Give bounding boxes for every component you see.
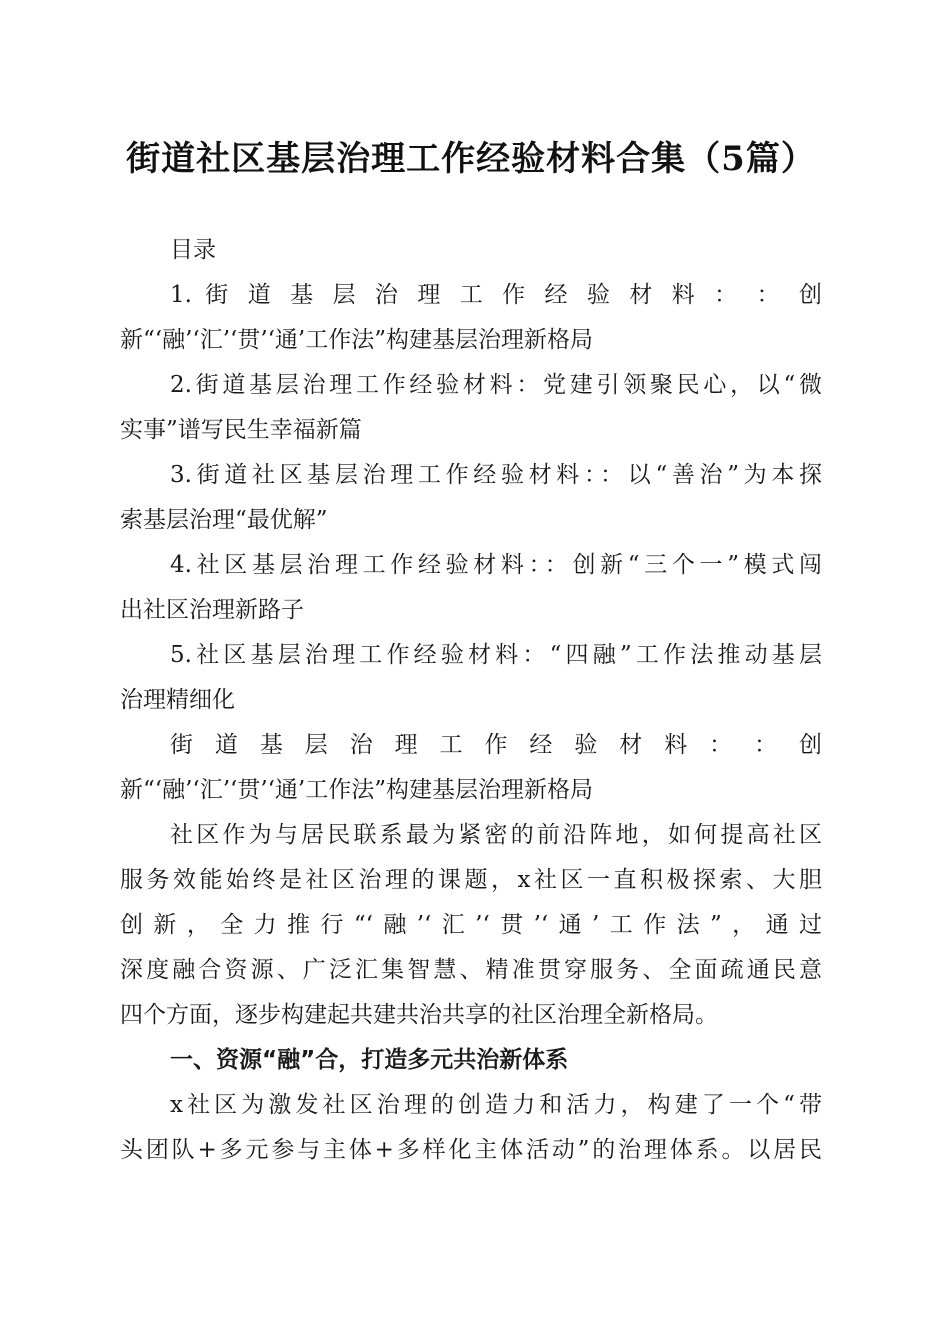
section-1-paragraph (120, 1083, 822, 1173)
intro-line-3: 创新，全力推行“‘融’‘汇’‘贯’‘通’工作法”，通过 (120, 912, 822, 938)
toc-item-4-line-2: 出社区治理新路子 (120, 597, 304, 623)
toc-item-2-line-2: 实事”谱写民生幸福新篇 (120, 417, 362, 443)
toc-item-5-line-1: 5.社区基层治理工作经验材料：“四融”工作法推动基层 (170, 642, 822, 668)
toc-item-1-line-1: 1. 街 道 基 层 治 理 工 作 经 验 材 料 ： ： 创 (170, 282, 822, 308)
document-body (120, 228, 822, 1173)
toc-item-5-line-2: 治理精细化 (120, 687, 235, 713)
toc-item-4-line-1: 4.社区基层治理工作经验材料：：创新“三个一”模式闯 (170, 552, 822, 578)
intro-line-5: 四个方面，逐步构建起共建共治共享的社区治理全新格局。 (120, 1002, 718, 1028)
toc-item-4 (120, 543, 822, 633)
document-title: 街道社区基层治理工作经验材料合集（5篇） (126, 139, 816, 179)
toc-item-2-line-1: 2.街道基层治理工作经验材料：党建引领聚民心，以“微 (170, 372, 822, 398)
section-1-line-1: x社区为激发社区治理的创造力和活力，构建了一个“带 (170, 1092, 822, 1118)
toc-item-3 (120, 453, 822, 543)
section-1-heading: 一、资源“融”合，打造多元共治新体系 (170, 1047, 569, 1073)
intro-paragraph (120, 813, 822, 1038)
toc-item-1-line-2: 新“‘融’‘汇’‘贯’‘通’工作法”构建基层治理新格局 (120, 327, 594, 353)
toc-heading: 目录 (170, 237, 216, 263)
intro-line-2: 服务效能始终是社区治理的课题，x社区一直积极探索、大胆 (120, 867, 822, 893)
article-title (120, 723, 822, 813)
toc-item-3-line-1: 3.街道社区基层治理工作经验材料：：以“善治”为本探 (170, 462, 822, 488)
toc-item-3-line-2: 索基层治理“最优解” (120, 507, 328, 533)
toc-item-2 (120, 363, 822, 453)
article-title-line-2: 新“‘融’‘汇’‘贯’‘通’工作法”构建基层治理新格局 (120, 777, 594, 803)
toc-item-5 (120, 633, 822, 723)
intro-line-1: 社区作为与居民联系最为紧密的前沿阵地，如何提高社区 (170, 822, 822, 848)
intro-line-4: 深度融合资源、广泛汇集智慧、精准贯穿服务、全面疏通民意 (120, 957, 822, 983)
article-title-line-1: 街 道 基 层 治 理 工 作 经 验 材 料 ： ： 创 (170, 732, 822, 758)
section-1-line-2: 头团队+多元参与主体+多样化主体活动”的治理体系。以居民 (120, 1137, 822, 1163)
toc-item-1 (120, 273, 822, 363)
